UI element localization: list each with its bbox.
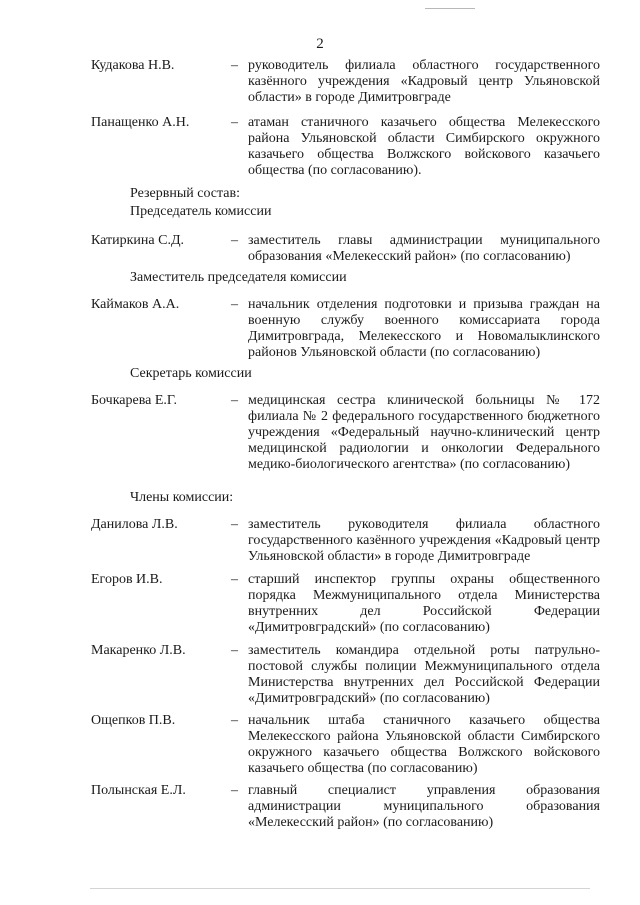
separator-dash: – (231, 393, 238, 408)
member-name: Полынская Е.Л. (91, 783, 186, 798)
reserve-heading: Резервный состав: (130, 186, 241, 201)
member-position: начальник штаба станичного казачьего общества Мелекесского района Ульяновской области Симбирского окружного казачьего общества Волжского войскового казачьего общества (по согласованию) (248, 713, 600, 776)
member-position: начальник отделения подготовки и призыва граждан на военную службу военного комиссариата города Димитровграда, Мелекесского и Новомалыклинского районов Ульяновской области (по согласованию) (248, 297, 600, 360)
member-position: заместитель командира отдельной роты патрульно-постовой службы полиции Межмуниципального отдела Министерства внутренних дел Российской Федерации «Димитровградский» (по согласованию) (248, 643, 600, 706)
member-position: атаман станичного казачьего общества Мелекесского района Ульяновской области Симбирского окружного казачьего общества Волжского войскового казачьего общества (по согласованию). (248, 115, 600, 178)
member-name: Каймаков А.А. (91, 297, 180, 312)
member-name: Кудакова Н.В. (91, 58, 175, 73)
scan-artifact (425, 8, 475, 9)
member-name: Макаренко Л.В. (91, 643, 186, 658)
separator-dash: – (231, 115, 238, 130)
member-position: заместитель руководителя филиала областного государственного казённого учреждения «Кадровый центр Ульяновской области» в городе Димитровграде (248, 517, 600, 564)
members-heading: Члены комиссии: (130, 490, 234, 505)
separator-dash: – (231, 783, 238, 798)
member-position: заместитель главы администрации муниципального образования «Мелекесский район» (по согласованию) (248, 233, 600, 264)
member-position: старший инспектор группы охраны общественного порядка Межмуниципального отдела Министерства внутренних дел Российской Федерации «Димитровградский» (по согласованию) (248, 572, 600, 635)
separator-dash: – (231, 517, 238, 532)
member-name: Катиркина С.Д. (91, 233, 185, 248)
member-name: Егоров И.В. (91, 572, 163, 587)
separator-dash: – (231, 643, 238, 658)
separator-dash: – (231, 297, 238, 312)
member-position: руководитель филиала областного государственного казённого учреждения «Кадровый центр Ульяновской области» в городе Димитровграде (248, 58, 600, 105)
member-position: медицинская сестра клинической больницы № 172 филиала № 2 федерального государственного бюджетного учреждения «Федеральный научно-клинический центр медицинской радиологии и онкологии Федерального медико-биологического агентства» (по согласованию) (248, 393, 600, 472)
member-name: Ощепков П.В. (91, 713, 176, 728)
separator-dash: – (231, 58, 238, 73)
page-number: 2 (316, 36, 324, 52)
deputy-chairman-heading: Заместитель председателя комиссии (130, 270, 347, 285)
separator-dash: – (231, 233, 238, 248)
member-name: Данилова Л.В. (91, 517, 178, 532)
chairman-heading: Председатель комиссии (130, 204, 272, 219)
member-position: главный специалист управления образования администрации муниципального образования «Мелекесский район» (по согласованию) (248, 783, 600, 830)
member-name: Бочкарева Е.Г. (91, 393, 177, 408)
separator-dash: – (231, 572, 238, 587)
separator-dash: – (231, 713, 238, 728)
scan-artifact (90, 888, 590, 889)
secretary-heading: Секретарь комиссии (130, 366, 252, 381)
member-name: Панащенко А.Н. (91, 115, 190, 130)
